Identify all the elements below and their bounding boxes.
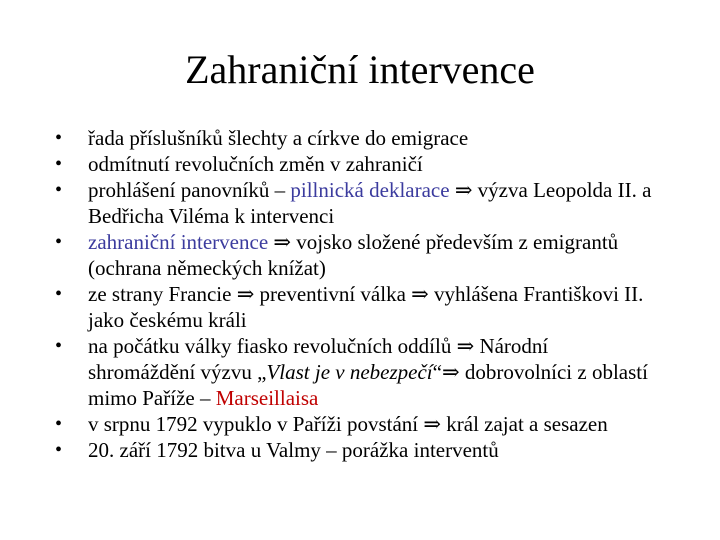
- quote-text: Vlast je v nebezpečí: [266, 360, 433, 384]
- bullet-icon: •: [55, 127, 63, 149]
- list-item: [52, 177, 652, 229]
- highlight-text: zahraniční intervence: [88, 230, 269, 254]
- bullet-text: 20. září 1792 bitva u Valmy – porážka interventů: [88, 438, 499, 462]
- bullet-icon: •: [55, 283, 63, 305]
- list-item: [52, 229, 652, 281]
- bullet-text: preventivní válka: [254, 282, 412, 306]
- bullet-icon: •: [55, 153, 63, 175]
- bullet-list: [52, 125, 652, 463]
- list-item: [52, 281, 652, 333]
- bullet-text: král zajat a sesazen: [441, 412, 608, 436]
- bullet-icon: •: [55, 179, 63, 201]
- bullet-text: řada příslušníků šlechty a církve do emigrace: [88, 126, 469, 150]
- bullet-text: vyhlášena Františkovi II. jako českému králi: [88, 282, 644, 332]
- highlight-text: pillnická deklarace: [290, 178, 450, 202]
- bullet-icon: •: [55, 335, 63, 357]
- bullet-text: výzva Leopolda II. a Bedřicha Viléma k intervenci: [88, 178, 652, 228]
- bullet-text: Národní shromáždění výzvu „: [88, 334, 549, 384]
- arrow-icon: ⇒: [423, 412, 442, 436]
- arrow-icon: ⇒: [456, 334, 475, 358]
- list-item: [52, 437, 652, 463]
- list-item: [52, 151, 652, 177]
- arrow-icon: ⇒: [454, 178, 473, 202]
- bullet-icon: •: [55, 231, 63, 253]
- arrow-icon: ⇒: [441, 360, 460, 384]
- bullet-text: prohlášení panovníků –: [88, 178, 291, 202]
- bullet-text: na počátku války fiasko revolučních oddílů: [88, 334, 457, 358]
- bullet-icon: •: [55, 413, 63, 435]
- arrow-icon: ⇒: [273, 230, 291, 254]
- bullet-text: dobrovolníci z oblastí mimo Paříže –: [88, 360, 648, 410]
- bullet-text: “: [432, 360, 442, 384]
- slide-title: Zahraniční intervence: [185, 47, 535, 92]
- list-item: [52, 333, 652, 411]
- bullet-text: odmítnutí revolučních změn v zahraničí: [88, 152, 423, 176]
- list-item: [52, 125, 652, 151]
- highlight-text: Marseillaisa: [215, 386, 319, 410]
- bullet-text: ze strany Francie: [88, 282, 237, 306]
- arrow-icon: ⇒: [411, 282, 429, 306]
- arrow-icon: ⇒: [236, 282, 255, 306]
- list-item: [52, 411, 652, 437]
- bullet-text: vojsko složené především z emigrantů (ochrana německých knížat): [88, 230, 619, 280]
- bullet-text: v srpnu 1792 vypuklo v Paříži povstání: [88, 412, 424, 436]
- bullet-icon: •: [55, 439, 63, 461]
